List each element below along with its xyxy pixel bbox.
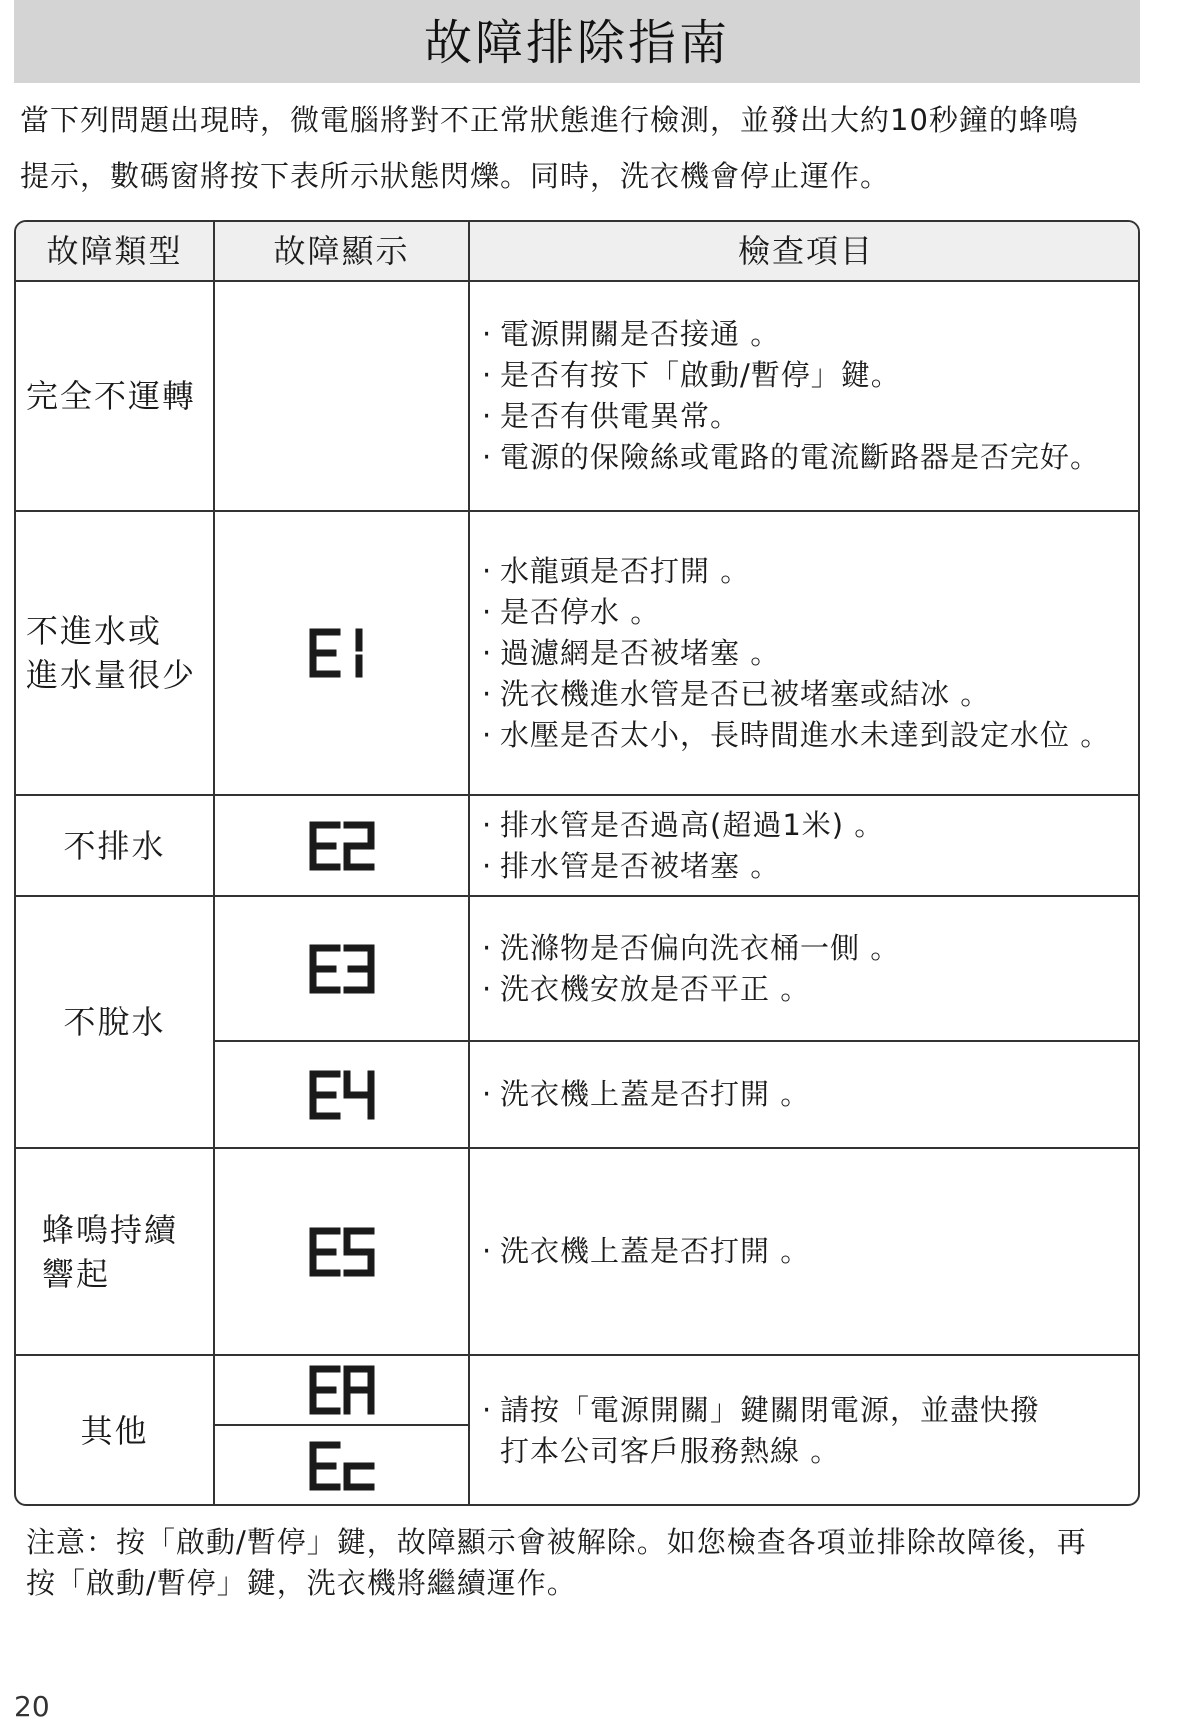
check-items-cell — [470, 282, 1140, 510]
fault-type-label: 蜂鳴持續 — [42, 1210, 179, 1249]
check-item: · 請按「電源開關」鍵關閉電源，並盡快撥 — [500, 1390, 1140, 1431]
fault-type-cell — [16, 282, 213, 510]
fault-type-label: 進水量很少 — [26, 656, 197, 694]
fault-type-label: 不脫水 — [63, 1003, 166, 1041]
fault-type-cell — [16, 1149, 213, 1354]
note-line: 按「啟動/暫停」鍵，洗衣機將繼續運作。 — [26, 1566, 577, 1600]
check-item: · 洗衣機安放是否平正 。 — [500, 969, 1140, 1010]
fault-type-cell — [16, 1356, 213, 1506]
check-item: · 水壓是否太小，長時間進水未達到設定水位 。 — [500, 715, 1140, 756]
check-item: · 電源開關是否接通 。 — [500, 314, 1140, 355]
note-paragraph — [26, 1522, 1156, 1604]
fault-type-cell — [16, 512, 213, 794]
fault-code-e1-display — [309, 628, 375, 678]
fault-code-e5-display — [309, 1227, 375, 1277]
title-banner — [14, 0, 1140, 83]
check-item: · 洗衣機上蓋是否打開 。 — [500, 1074, 1140, 1115]
check-items-cell — [470, 897, 1140, 1040]
header-fault-type: 故障類型 — [46, 232, 183, 270]
page-title: 故障排除指南 — [423, 15, 730, 71]
fault-type-cell — [16, 796, 213, 895]
fault-code-ec-display — [309, 1441, 375, 1491]
fault-code-e4-display — [309, 1070, 375, 1120]
check-items-cell — [470, 1356, 1140, 1506]
check-item: · 洗衣機上蓋是否打開 。 — [500, 1231, 1140, 1272]
troubleshooting-table — [14, 220, 1140, 1506]
intro-line: 當下列問題出現時，微電腦將對不正常狀態進行檢測，並發出大約10秒鐘的蜂鳴 — [20, 103, 1079, 137]
intro-paragraph — [20, 92, 1150, 204]
check-item: · 洗衣機進水管是否已被堵塞或結冰 。 — [500, 674, 1140, 715]
fault-type-label: 不進水或 — [26, 612, 163, 650]
check-item: · 過濾網是否被堵塞 。 — [500, 633, 1140, 674]
fault-code-cell — [215, 1356, 468, 1424]
fault-code-cell — [215, 897, 468, 1040]
check-items-cell — [470, 796, 1140, 895]
fault-code-cell — [215, 796, 468, 895]
check-item: · 電源的保險絲或電路的電流斷路器是否完好。 — [500, 437, 1140, 478]
check-item: · 是否停水 。 — [500, 592, 1140, 633]
fault-type-cell — [16, 897, 213, 1147]
header-fault-display: 故障顯示 — [273, 232, 410, 270]
fault-code-cell — [215, 512, 468, 794]
fault-code-cell — [215, 1426, 468, 1506]
page-number: 20 — [14, 1690, 50, 1723]
fault-type-label: 完全不運轉 — [26, 377, 197, 415]
fault-code-ea-display — [309, 1365, 375, 1415]
check-item: · 是否有供電異常。 — [500, 396, 1140, 437]
fault-type-label: 其他 — [80, 1412, 149, 1450]
check-item: · 排水管是否過高(超過1米) 。 — [500, 805, 1140, 846]
check-items-cell — [470, 1149, 1140, 1354]
fault-code-e2-display — [309, 821, 375, 871]
header-check-items: 檢查項目 — [737, 232, 874, 270]
check-item: · 是否有按下「啟動/暫停」鍵。 — [500, 355, 1140, 396]
fault-code-cell — [215, 1042, 468, 1147]
fault-code-e3-display — [309, 944, 375, 994]
check-item-continuation: 打本公司客戶服務熱線 。 — [500, 1434, 841, 1468]
check-item: · 洗滌物是否偏向洗衣桶一側 。 — [500, 928, 1140, 969]
intro-line: 提示，數碼窗將按下表所示狀態閃爍。同時，洗衣機會停止運作。 — [20, 159, 891, 193]
fault-type-label: 不排水 — [63, 826, 166, 865]
check-items-cell — [470, 1042, 1140, 1147]
check-item: · 水龍頭是否打開 。 — [500, 551, 1140, 592]
check-item: · 排水管是否被堵塞 。 — [500, 846, 1140, 887]
note-line: 注意：按「啟動/暫停」鍵，故障顯示會被解除。如您檢查各項並排除故障後，再 — [26, 1525, 1087, 1559]
fault-code-cell — [215, 1149, 468, 1354]
check-items-cell — [470, 512, 1140, 794]
fault-type-label: 響起 — [42, 1254, 111, 1293]
